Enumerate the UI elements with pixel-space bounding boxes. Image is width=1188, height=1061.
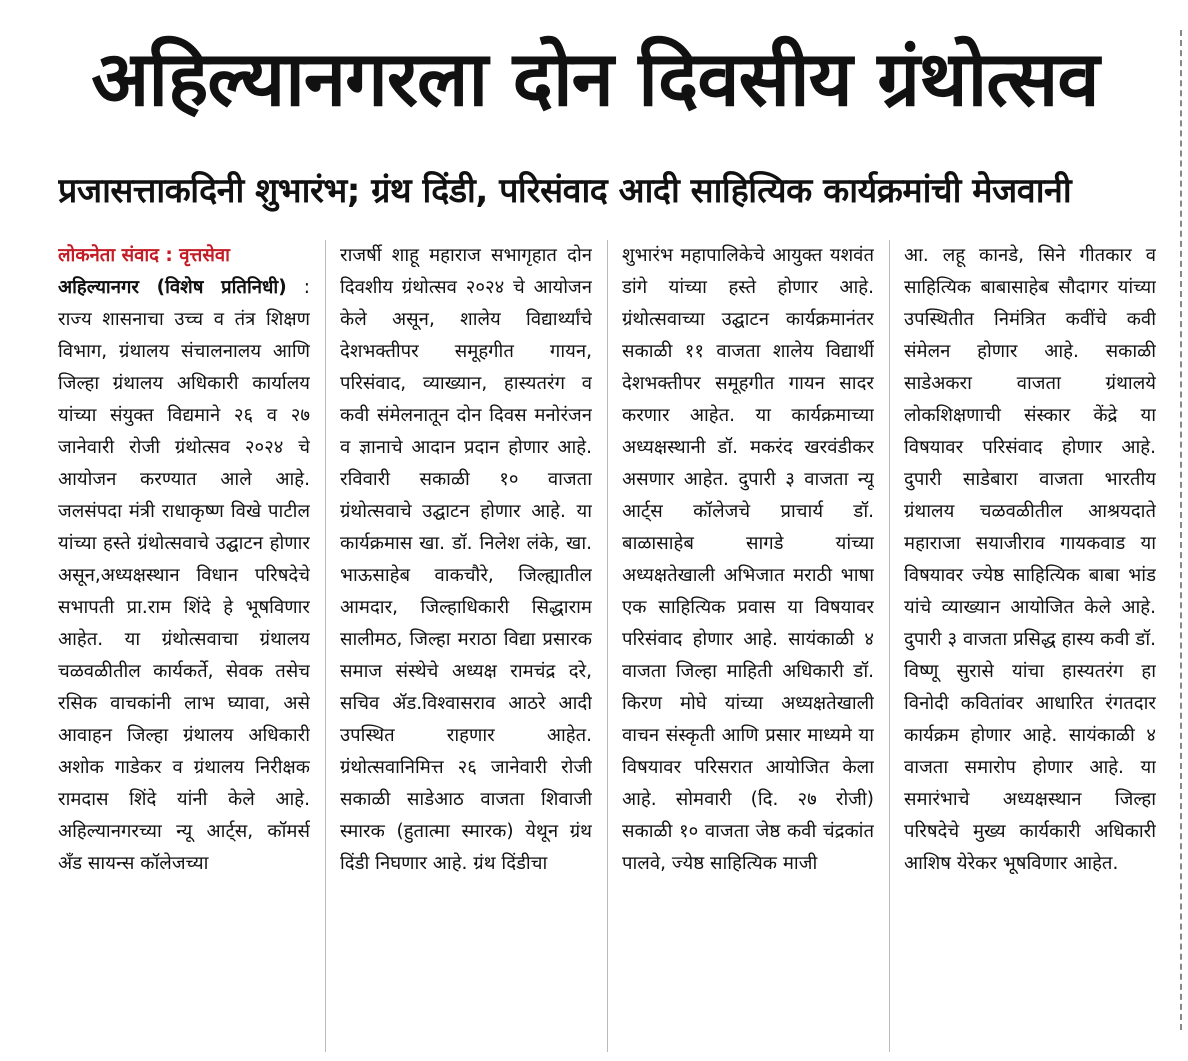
column-body: राजर्षी शाहू महाराज सभागृहात दोन दिवशीय ग्रंथोत्सव २०२४ चे आयोजन केले असून, शालेय विद्यार्थ्यांचे देशभक्तीपर समूहगीत गायन, परिसंवाद, व्याख्यान, हास्यतरंग व कवी संमेलनातून दोन दिवस मनोरंजन व ज्ञानाचे आदान प्रदान होणार आहे. रविवारी सकाळी १० वाजता ग्रंथोत्सवाचे उद्घाटन होणार आहे. या कार्यक्रमास खा. डॉ. निलेश लंके, खा. भाऊसाहेब वाकचौरे, जिल्ह्यातील आमदार, जिल्हाधिकारी सिद्धाराम सालीमठ, जिल्हा मराठा विद्या प्रसारक समाज संस्थेचे अध्यक्ष रामचंद्र दरे, सचिव ॲड.विश्वासराव आठरे आदी उपस्थित राहणार आहेत. ग्रंथोत्सवानिमित्त २६ जानेवारी रोजी सकाळी साडेआठ वाजता शिवाजी स्मारक (हुतात्मा स्मारक) येथून ग्रंथ दिंडी निघणार आहे. ग्रंथ दिंडीचा: [340, 245, 592, 874]
headline: अहिल्यानगरला दोन दिवसीय ग्रंथोत्सव: [91, 34, 1099, 123]
article-column-4: [904, 240, 1156, 1052]
article-column-1: [58, 240, 310, 1052]
location-lead: अहिल्यानगर (विशेष प्रतिनिधी): [58, 277, 287, 298]
column-body: शुभारंभ महापालिकेचे आयुक्त यशवंत डांगे यांच्या हस्ते होणार आहे. ग्रंथोत्सवाच्या उद्घाटन कार्यक्रमानंतर सकाळी ११ वाजता शालेय विद्यार्थी देशभक्तीपर समूहगीत गायन सादर करणार आहेत. या कार्यक्रमाच्या अध्यक्षस्थानी डॉ. मकरंद खरवंडीकर असणार आहेत. दुपारी ३ वाजता न्यू आर्ट्स कॉलेजचे प्राचार्य डॉ. बाळासाहेब सागडे यांच्या अध्यक्षतेखाली अभिजात मराठी भाषा एक साहित्यिक प्रवास या विषयावर परिसंवाद होणार आहे. सायंकाळी ४ वाजता जिल्हा माहिती अधिकारी डॉ. किरण मोघे यांच्या अध्यक्षतेखाली वाचन संस्कृती आणि प्रसार माध्यमे या विषयावर परिसरात आयोजित केला आहे. सोमवारी (दि. २७ रोजी) सकाळी १० वाजता जेष्ठ कवी चंद्रकांत पालवे, ज्येष्ठ साहित्यिक माजी: [622, 245, 874, 874]
column-divider: [325, 240, 326, 1052]
column-body: आ. लहू कानडे, सिने गीतकार व साहित्यिक बाबासाहेब सौदागर यांच्या उपस्थितीत निमंत्रित कवींचे कवी संमेलन होणार आहे. सकाळी साडेअकरा वाजता ग्रंथालये लोकशिक्षणाची संस्कार केंद्रे या विषयावर परिसंवाद होणार आहे. दुपारी साडेबारा वाजता भारतीय ग्रंथालय चळवळीतील आश्रयदाते महाराजा सयाजीराव गायकवाड या विषयावर ज्येष्ठ साहित्यिक बाबा भांड यांचे व्याख्यान आयोजित केले आहे. दुपारी ३ वाजता प्रसिद्ध हास्य कवी डॉ. विष्णू सुरासे यांचा हास्यतरंग हा विनोदी कवितांवर आधारित रंगतदार कार्यक्रम होणार आहे. सायंकाळी ४ वाजता समारोप होणार आहे. या समारंभाचे अध्यक्षस्थान जिल्हा परिषदेचे मुख्य कार्यकारी अधिकारी आशिष येरेकर भूषविणार आहेत.: [904, 245, 1156, 874]
column-divider: [607, 240, 608, 1052]
article-column-2: [340, 240, 592, 1052]
subheadline: प्रजासत्ताकदिनी शुभारंभ; ग्रंथ दिंडी, परिसंवाद आदी साहित्यिक कार्यक्रमांची मेजवानी: [58, 171, 1072, 211]
column-body: : राज्य शासनाचा उच्च व तंत्र शिक्षण विभाग, ग्रंथालय संचालनालय आणि जिल्हा ग्रंथालय अधिकारी कार्यालय यांच्या संयुक्त विद्यमाने २६ व २७ जानेवारी रोजी ग्रंथोत्सव २०२४ चे आयोजन करण्यात आले आहे. जलसंपदा मंत्री राधाकृष्ण विखे पाटील यांच्या हस्ते ग्रंथोत्सवाचे उद्घाटन होणार असून,अध्यक्षस्थान विधान परिषदेचे सभापती प्रा.राम शिंदे हे भूषविणार आहेत. या ग्रंथोत्सवाचा ग्रंथालय चळवळीतील कार्यकर्ते, सेवक तसेच रसिक वाचकांनी लाभ घ्यावा, असे आवाहन जिल्हा ग्रंथालय अधिकारी अशोक गाडेकर व ग्रंथालय निरीक्षक रामदास शिंदे यांनी केले आहे. अहिल्यानगरच्या न्यू आर्ट्स, कॉमर्स अँड सायन्स कॉलेजच्या: [58, 277, 310, 874]
byline: लोकनेता संवाद : वृत्तसेवा: [58, 245, 230, 266]
column-divider: [889, 240, 890, 1052]
column-text: [58, 272, 310, 880]
article-column-3: [622, 240, 874, 1052]
page-edge: [1180, 30, 1186, 1030]
